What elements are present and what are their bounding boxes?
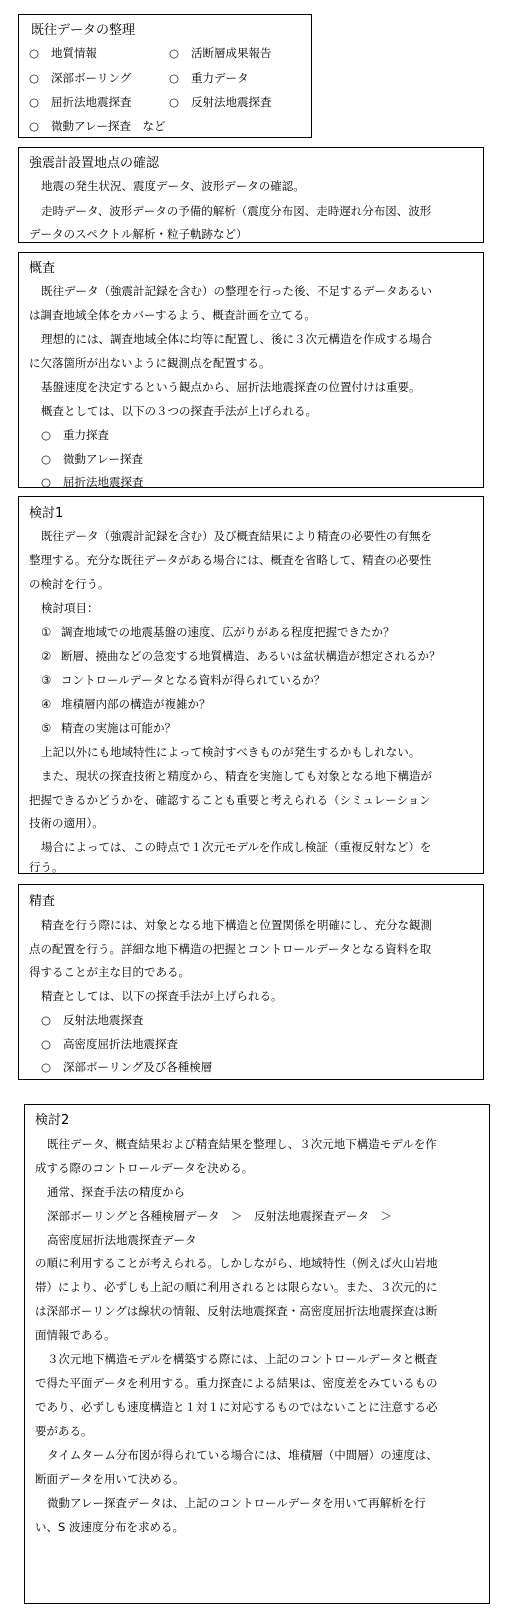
review1-box [18,496,484,874]
box-title: 精査 [29,894,56,909]
text-line: 深部ボーリングと各種検層データ ＞ 反射法地震探査データ ＞ [47,1209,392,1223]
numbered-item: ① 調査地域での地震基盤の速度、広がりがある程度把握できたか？ [41,625,395,639]
list-item: ○ 微動アレー探査 [41,452,144,466]
bullet-icon: ○ [41,1060,52,1074]
bullet-icon: ○ [41,452,52,466]
box-title: 概査 [29,261,56,276]
bullet-icon: ○ [29,71,40,85]
text-line: に欠落箇所が出ないように観測点を配置する。 [29,356,271,370]
detailed-survey-box [18,884,484,1080]
text-line: 点の配置を行う。詳細な地下構造の把握とコントロールデータとなる資料を取 [29,942,432,956]
box-title: 強震計設置地点の確認 [29,156,160,171]
text-line: であり、必ずしも速度構造と１対１に対応するものではないことに注意する必 [35,1400,438,1414]
text-line: 理想的には、調査地域全体に均等に配置し、後に３次元構造を作成する場合 [41,332,432,346]
bullet-icon: ○ [41,1037,52,1051]
list-item: ○ 屈折法地震探査 [41,475,144,489]
list-item: ○ 高密度屈折法地震探査 [41,1037,178,1051]
text-line: 把握できるかどうかを、確認することも重要と考えられる（シミュレーション [29,793,431,807]
text-line: 地震の発生状況、震度データ、波形データの確認。 [41,179,305,193]
numbered-item: ② 断層、撓曲などの急変する地質構造、あるいは盆状構造が想定されるか？ [41,649,441,663]
text-line: 上記以外にも地域特性によって検討すべきものが発生するかもしれない。 [41,745,421,759]
bullet-icon: ○ [41,428,52,442]
text-line: の順に利用することが考えられる。しかしながら、地域特性（例えば火山岩地 [35,1256,438,1270]
text-line: 精査を行う際には、対象となる地下構造と位置関係を明確にし、充分な観測 [41,918,432,932]
seismometer-box [18,147,484,243]
numbered-item: ⑤ 精査の実施は可能か？ [41,721,176,735]
text-line: 断面データを用いて決める。 [35,1472,185,1486]
list-item: ○ 屈折法地震探査 [29,95,132,109]
text-line: 高密度屈折法地震探査データ [47,1233,197,1247]
text-line: は調査地域全体をカバーするよう、概査計画を立てる。 [29,308,316,322]
review2-box [24,1104,490,1604]
text-line: 検討項目： [41,601,99,615]
text-line: 整理する。充分な既往データがある場合には、概査を省略して、精査の必要性 [29,553,432,567]
box-title: 検討2 [35,1113,70,1128]
text-line: データのスペクトル解析・粒子軌跡など） [29,227,248,241]
bullet-icon: ○ [169,95,180,109]
text-line: 微動アレー探査データは、上記のコントロールデータを用いて再解析を行 [47,1496,426,1510]
text-line: 場合によっては、この時点で１次元モデルを作成し検証（重複反射など）を [41,840,432,854]
bullet-icon: ○ [169,71,180,85]
bullet-icon: ○ [41,1013,52,1027]
numbered-item: ④ 堆積層内部の構造が複雑か？ [41,697,211,711]
text-line: 通常、探査手法の精度から [47,1185,185,1199]
bullet-icon: ○ [41,475,52,489]
text-line: 基盤速度を決定するという観点から、屈折法地震探査の位置付けは重要。 [41,380,421,394]
text-line: 行う。 [29,860,64,874]
text-line: 概査としては、以下の３つの探査手法が上げられる。 [41,404,317,418]
bullet-icon: ○ [169,46,180,60]
survey-overview-box [18,252,484,488]
text-line: 精査としては、以下の探査手法が上げられる。 [41,989,283,1003]
existing-data-box [18,14,312,138]
text-line: 既往データ（強震計記録を含む）の整理を行った後、不足するデータあるい [41,284,432,298]
box-title: 検討1 [29,506,64,521]
list-item: ○ 反射法地震探査 [41,1013,144,1027]
text-line: タイムターム分布図が得られている場合には、堆積層（中間層）の速度は、 [47,1448,438,1462]
text-line: 要がある。 [35,1424,93,1438]
text-line: の検討を行う。 [29,577,110,591]
text-line: は深部ボーリングは線状の情報、反射法地震探査・高密度屈折法地震探査は断 [35,1304,438,1318]
bullet-icon: ○ [29,46,40,60]
list-item: ○ 地質情報 [29,46,97,60]
text-line: 技術の適用）。 [29,816,104,830]
list-item: ○ 重力探査 [41,428,109,442]
text-line: い、S 波速度分布を求める。 [35,1520,184,1534]
list-item: ○ 活断層成果報告 [169,46,272,60]
text-line: 帯）により、必ずしも上記の順に利用されるとは限らない。また、３次元的に [35,1280,438,1294]
list-item: ○ 深部ボーリング [29,71,132,85]
list-item: ○ 微動アレー探査 など [29,119,166,133]
bullet-icon: ○ [29,119,40,133]
list-item: ○ 重力データ [169,71,249,85]
list-item: ○ 反射法地震探査 [169,95,272,109]
bullet-icon: ○ [29,95,40,109]
numbered-item: ③ コントロールデータとなる資料が得られているか？ [41,673,326,687]
text-line: ３次元地下構造モデルを構築する際には、上記のコントロールデータと概査 [47,1352,438,1366]
list-item: ○ 深部ボーリング及び各種検層 [41,1060,213,1074]
text-line: 走時データ、波形データの予備的解析（震度分布図、走時遅れ分布図、波形 [41,204,432,218]
text-line: で得た平面データを利用する。重力探査による結果は、密度差をみているもの [35,1376,438,1390]
text-line: 既往データ、概査結果および精査結果を整理し、３次元地下構造モデルを作 [47,1137,437,1151]
text-line: 得することが主な目的である。 [29,965,190,979]
box-title: 既往データの整理 [31,23,136,38]
text-line: 成する際のコントロールデータを決める。 [35,1161,254,1175]
text-line: 既往データ（強震計記録を含む）及び概査結果により精査の必要性の有無を [41,529,432,543]
text-line: また、現状の探査技術と精度から、精査を実施しても対象となる地下構造が [41,769,432,783]
text-line: 面情報である。 [35,1328,116,1342]
